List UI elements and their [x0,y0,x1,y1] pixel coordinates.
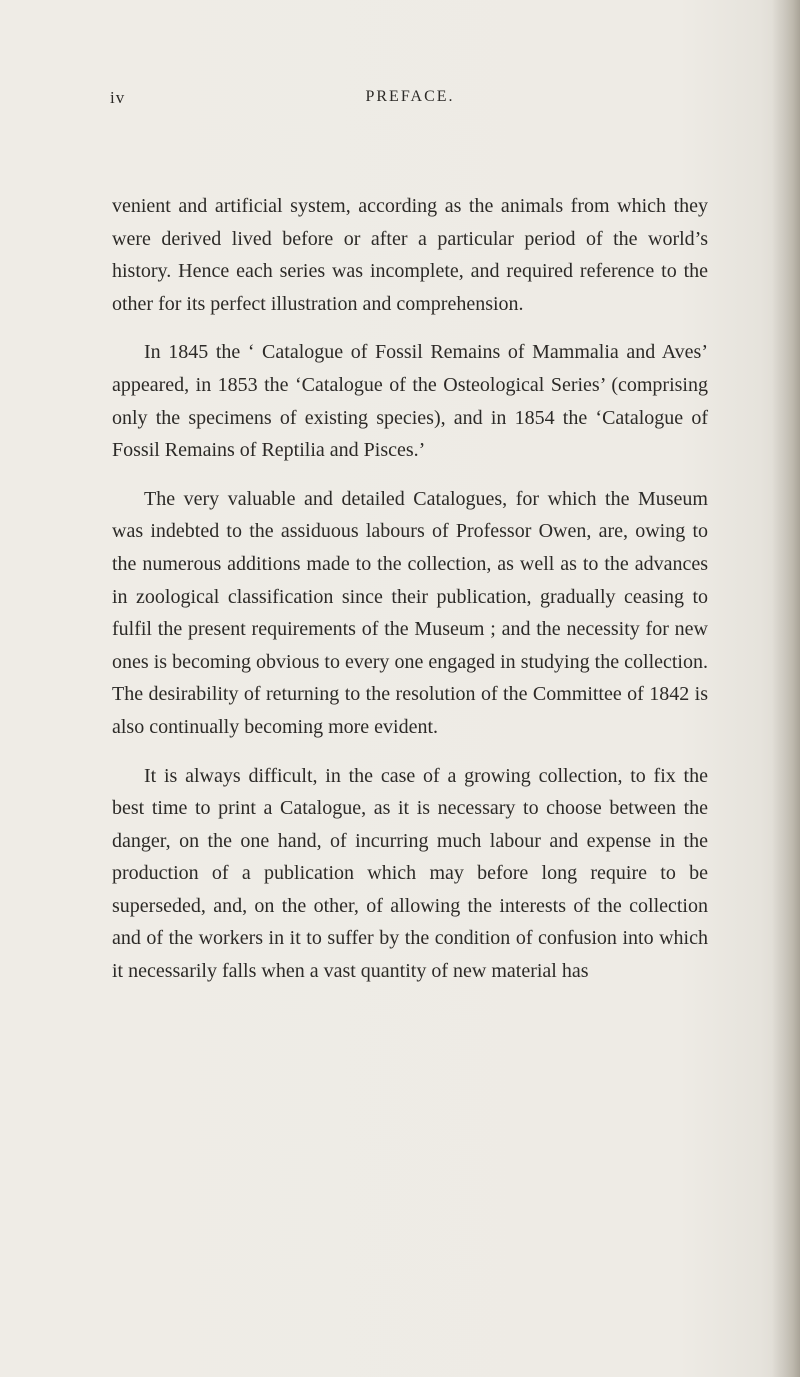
page-header [110,88,710,114]
paragraph: It is always difficult, in the case of a growing collection, to fix the best time to print a Catalogue, as it is necessary to choose between the danger, on the one hand, of incurring much labour and expense in the production of a publication which may before long require to be superseded, and, on the other, of allowing the interests of the collection and of the workers in it to suffer by the condition of confusion into which it necessarily falls when a vast quantity of new material has [112,764,708,983]
paragraph: venient and artificial system, according as the animals from which they were derived lived before or after a particular period of the world’s history. Hence each series was incomplete, and required reference to the other for its perfect illustration and comprehension. [112,195,708,315]
running-head: PREFACE. [365,88,455,105]
body-text [112,190,708,988]
paragraph: The very valuable and detailed Catalogues, for which the Museum was indebted to the assiduous labours of Professor Owen, are, owing to the numerous additions made to the collection, as well as to the advances in zoological classification since their publication, gradually ceasing to fulfil the present requirements of the Museum ; and the necessity for new ones is becoming obvious to every one engaged in studying the collection. The desirability of returning to the resolution of the Committee of 1842 is also continually becoming more evident. [112,487,708,738]
paragraph: In 1845 the ‘ Catalogue of Fossil Remains of Mammalia and Aves’ appeared, in 1853 the ‘Catalogue of the Osteological Series’ (comprising only the specimens of existing species), and in 1854 the ‘Catalogue of Fossil Remains of Reptilia and Pisces.’ [112,341,708,462]
page-binding-edge [772,0,800,1377]
page-number: iv [110,88,126,107]
